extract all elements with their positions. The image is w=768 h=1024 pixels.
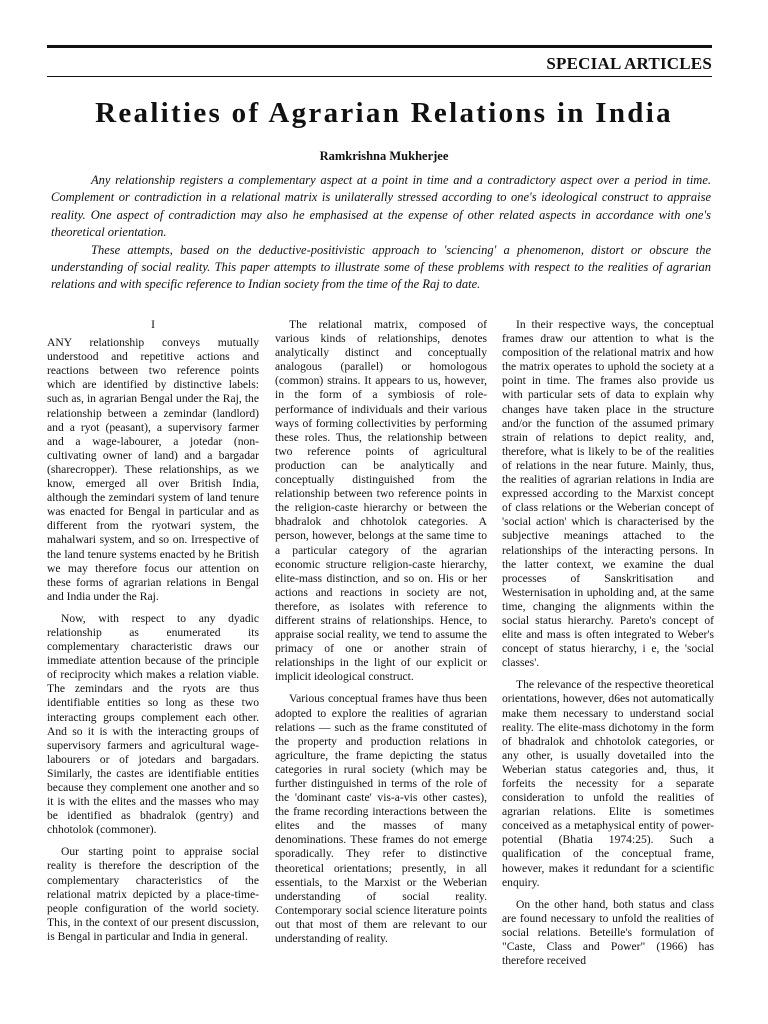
abstract-paragraph: Any relationship registers a complementary aspect at a point in time and a contradictory aspect over a period in time. Complement or contradiction in a relational matrix is unilaterally stressed according to one's ideological construct to appraise reality. One aspect of contradiction may also he emphasised at the expense of other related aspects in accordance with one's theoretical orientation. bbox=[51, 173, 711, 240]
body-paragraph: The relational matrix, composed of various kinds of relationships, denotes analytically distinct and conceptually analogous (parallel) or homologous (common) strains. It appears to us, however, in the form of a symbiosis of role-performance of individuals and their various ways of forming collectivities by performing these roles. Thus, the relationship between two reference points of agricultural production can be analytically and conceptually distinguished from the relationship between two reference points in the religion-caste hierarchy or between the bhadralok and chhotolok categories. A person, however, belongs at the same time to a particular category of the agrarian economic structure religion-caste hierarchy, elite-mass distinction, and so on. His or her actions and reactions in society are not, therefore, as isolates with reference to different strains of relationships. Hence, to appraise social reality, we tend to assume the primacy of one or another strain of relationships in the light of our explicit or implicit ideological construct. bbox=[275, 318, 487, 684]
article-title: Realities of Agrarian Relations in India bbox=[95, 97, 673, 129]
header-rule-bottom bbox=[47, 76, 712, 77]
section-number: I bbox=[151, 318, 155, 331]
body-paragraph: Now, with respect to any dyadic relationship as enumerated its complementary characteristic draws our immediate attention because of the principle of reciprocity which makes a relation viable. The zemindars and the ryots are thus identifiable entities so long as these two interacting groups complement each other. And so it is with the interacting groups of supervisory farmers and agricultural wage-labourers or of jotedars and bargadars. Similarly, the castes are identifiable entities because they complement one another and so it is with the elites and the masses who may be identified as bhadralok (gentry) and chhotolok (commoner). bbox=[47, 611, 259, 837]
body-paragraph: Our starting point to appraise social reality is therefore the description of the complementary characteristics of the relational matrix depicted by a place-time-people configuration of the world society. This, in the context of our present discussion, is Bengal in particular and India in general. bbox=[47, 845, 259, 943]
text-column-3 bbox=[502, 318, 714, 976]
body-paragraph: In their respective ways, the conceptual frames draw our attention to what is the composition of the relational matrix and how the matrix operates to uphold the society at a point in time. The frames also provide us with particular sets of data to explain why changes have taken place in the structure and/or the function of the assumed primary strain of relations to depict reality, and, therefore, what is likely to be of the realities of relations in the near future. Mainly, thus, the realities of agrarian relations in India are expressed according to the Marxist concept of class relations or the Weberian concept of 'social action' which is characterised by the subjective meanings attached to the relationships of the interacting persons. In the latter context, we examine the dual processes of Sanskritisation and Westernisation in upholding and, at the same time, changing the alignments within the social status hierarchy. Pareto's concept of elite and mass is often integrated to Weber's concept of status hierarchy, i e, the 'social classes'. bbox=[502, 318, 714, 670]
body-paragraph: ANY relationship conveys mutually understood and repetitive actions and reactions between two reference points which are identified by distinctive labels: such as, in agrarian Bengal under the Raj, the relationship between a zemindar (landlord) and a ryot (peasant), a supervisory farmer and a wage-labourer, a jotedar (non-cultivating owner of land) and a bargadar (sharecropper). These relationships, as we know, emerged all over British India, although the zemindari system of land tenure was enacted for Bengal in particular and as different from the ryotwari system, the mahalwari system, and so on. Irrespective of the land tenure systems enacted by he British we may therefore focus our attention on these forms of agrarian relations in Bengal and India under the Raj. bbox=[47, 336, 259, 603]
body-paragraph: On the other hand, both status and class are found necessary to unfold the realities of social relations. Beteille's formulation of "Caste, Class and Power" (1966) has therefore received bbox=[502, 897, 714, 968]
text-column-1 bbox=[47, 318, 259, 952]
abstract-paragraph: These attempts, based on the deductive-positivistic approach to 'sciencing' a phenomenon, distort or obscure the understanding of social reality. This paper attempts to illustrate some of these problems with respect to the realities of agrarian relations and with specific reference to Indian society from the time of the Raj to date. bbox=[51, 242, 711, 292]
body-paragraph: The relevance of the respective theoretical orientations, however, d6es not automatically make them necessary to understand social reality. The elite-mass dichotomy in the form of bhadralok and chhotolok categories, or any other, is usually dovetailed into the Weberian status categories and, thus, it forfeits the necessity for a separate consideration to unfold the realities of agrarian relations. Elite is sometimes conceived as a metaphysical entity of power-potential (Bhatia 1974:25). Such a qualification of the conceptual frame, however, makes it redundant for a scientific enquiry. bbox=[502, 678, 714, 889]
article-abstract bbox=[51, 172, 711, 294]
text-column-2 bbox=[275, 318, 487, 954]
body-paragraph: Various conceptual frames have thus been adopted to explore the realities of agrarian relations — such as the frame constituted of the property and production relations in agriculture, the frame depicting the status categories in rural society (which may be further distinguished in terms of the role of the 'dominant caste' vis-a-vis other castes), the frame recording interactions between the elites and the masses of many denominations. These frames do not emerge sporadically. They refer to distinctive theoretical orientations; presently, in all essentials, to the Marxist or the Weberian understanding of social reality. Contemporary social science literature points out that most of them are relevant to our understanding of reality. bbox=[275, 692, 487, 946]
header-rule-top bbox=[47, 45, 712, 48]
article-author: Ramkrishna Mukherjee bbox=[319, 149, 449, 163]
section-label: SPECIAL ARTICLES bbox=[546, 54, 712, 73]
